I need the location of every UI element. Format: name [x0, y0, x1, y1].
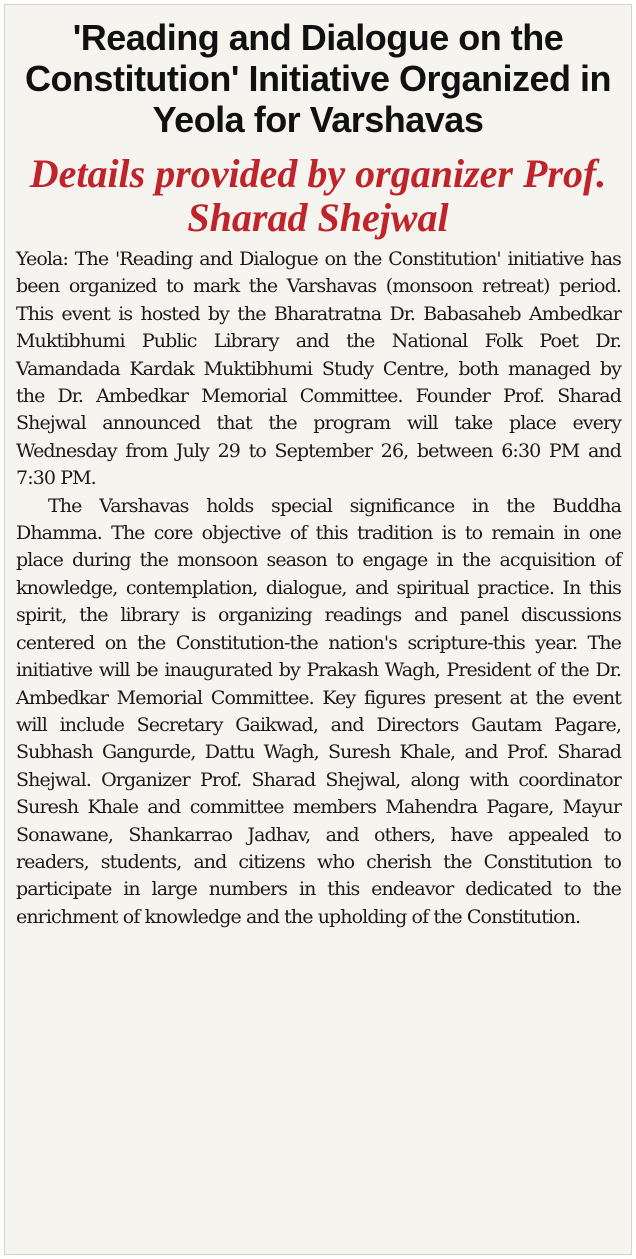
article-headline: 'Reading and Dialogue on the Constitution' Initiative Organized in Yeola for Varshavas	[24, 17, 612, 140]
newspaper-clipping	[4, 4, 632, 1255]
article-paragraph: Yeola: The 'Reading and Dialogue on the Constitution' initiative has been organized to mark the Varshavas (monsoon retreat) period. This event is hosted by the Bharatratna Dr. Babasaheb Ambedkar Muktibhumi Public Library and the National Folk Poet Dr. Vamandada Kardak Muktibhumi Study Centre, both managed by the Dr. Ambedkar Memorial Committee. Founder Prof. Sharad Shejwal announced that the program will take place every Wednesday from July 29 to September 26, between 6:30 PM and 7:30 PM.	[16, 248, 621, 490]
article-paragraph: The Varshavas holds special significance in the Buddha Dhamma. The core objective of this tradition is to remain in one place during the monsoon season to engage in the acquisition of knowledge, contemplation, dialogue, and spiritual practice. In this spirit, the library is organizing readings and panel discussions centered on the Constitution-the nation's scripture-this year. The initiative will be inaugurated by Prakash Wagh, President of the Dr. Ambedkar Memorial Committee. Key figures present at the event will include Secretary Gaikwad, and Directors Gautam Pagare, Subhash Gangurde, Dattu Wagh, Suresh Khale, and Prof. Sharad Shejwal. Organizer Prof. Sharad Shejwal, along with coordinator Suresh Khale and committee members Mahendra Pagare, Mayur Sonawane, Shankarrao Jadhav, and others, have appealed to readers, students, and citizens who cherish the Constitution to participate in large numbers in this endeavor dedicated to the enrichment of knowledge and the upholding of the Constitution.	[16, 494, 621, 928]
article-subhead: Details provided by organizer Prof. Sharad Shejwal	[29, 151, 607, 240]
article-body	[16, 246, 621, 931]
